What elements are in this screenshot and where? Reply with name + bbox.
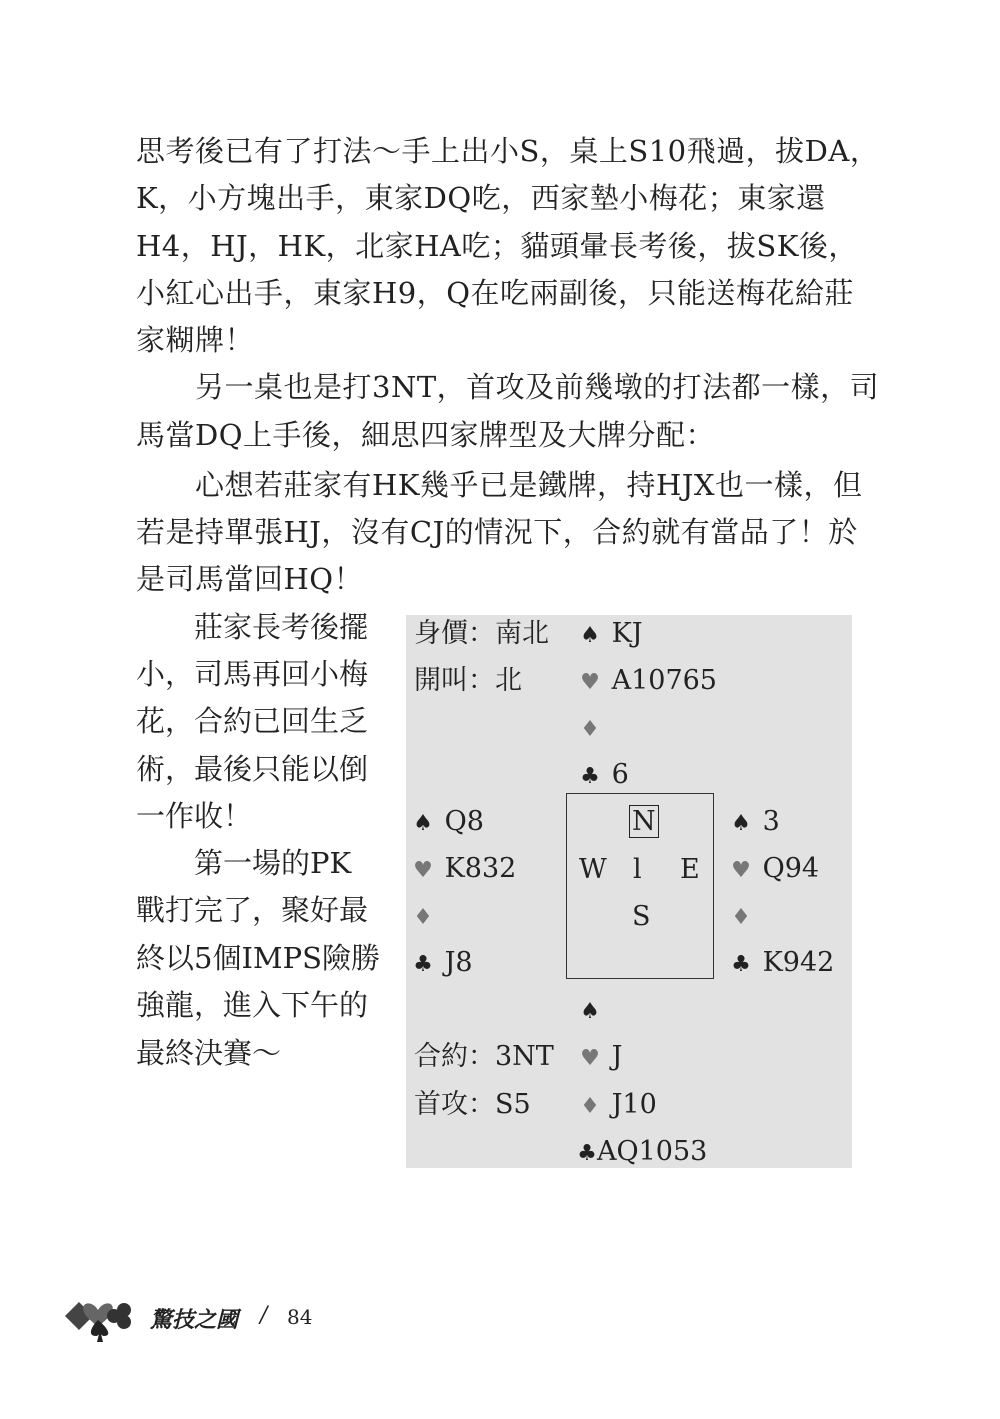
- footer-separator: /: [260, 1303, 268, 1328]
- compass-north: N: [629, 805, 659, 838]
- west-hearts-cards: K832: [444, 853, 517, 884]
- north-hearts: [577, 663, 717, 701]
- text-line: K，小方塊出手，東家DQ吃，西家墊小梅花；東家還: [136, 181, 826, 215]
- side-line: 小，司馬再回小梅: [136, 657, 369, 691]
- diamond-icon: ♦: [580, 717, 600, 742]
- text-line: H4，HJ，HK，北家HA吃；貓頭暈長考後，拔SK後，: [136, 229, 858, 263]
- side-line: 最終決賽～: [136, 1036, 282, 1070]
- east-clubs: [728, 945, 834, 983]
- spade-icon: ♠: [580, 999, 600, 1024]
- book-title: 驚技之國: [150, 1308, 239, 1333]
- south-spades: [577, 992, 603, 1030]
- compass-east: E: [680, 854, 700, 885]
- club-icon: ♣: [731, 952, 751, 977]
- heart-icon: ♥: [580, 670, 600, 695]
- card-suits-logo: [62, 1290, 134, 1342]
- east-clubs-cards: K942: [762, 947, 835, 978]
- side-line: 莊家長考後擺: [136, 610, 369, 644]
- west-clubs-cards: J8: [444, 947, 473, 978]
- east-diamonds: [728, 898, 754, 936]
- text-line: 馬當DQ上手後，細思四家牌型及大牌分配：: [136, 418, 716, 452]
- compass-west: W: [579, 854, 607, 885]
- side-line: 術，最後只能以倒: [136, 752, 369, 786]
- compass-center: l: [633, 854, 642, 885]
- north-spades: [577, 616, 643, 654]
- club-icon: ♣: [580, 764, 600, 789]
- west-hearts: [410, 851, 516, 889]
- compass-south: S: [632, 901, 651, 932]
- heart-icon: ♥: [580, 1046, 600, 1071]
- heart-icon: ♥: [731, 858, 751, 883]
- dealer-label: 開叫：北: [414, 665, 522, 696]
- spade-icon: ♠: [413, 811, 433, 836]
- page-number: 84: [287, 1305, 313, 1329]
- text-line: 心想若莊家有HK幾乎已是鐵牌，持HJX也一樣，但: [136, 468, 863, 502]
- east-spades: [728, 804, 780, 842]
- north-clubs-cards: 6: [611, 759, 629, 790]
- contract-label: 合約：3NT: [414, 1041, 554, 1072]
- side-line: 第一場的PK: [136, 846, 352, 880]
- side-line: 花，合約已回生乏: [136, 704, 369, 738]
- west-diamonds: [410, 898, 436, 936]
- side-line: 終以5個IMPS險勝: [136, 941, 380, 975]
- spade-icon: ♠: [580, 623, 600, 648]
- north-spades-cards: KJ: [611, 618, 643, 649]
- text-line: 是司馬當回HQ！: [136, 562, 364, 596]
- club-icon: ♣: [413, 952, 433, 977]
- east-hearts: [728, 851, 819, 889]
- west-spades-cards: Q8: [444, 806, 484, 837]
- diamond-icon: ♦: [413, 905, 433, 930]
- west-clubs: [410, 945, 473, 983]
- east-spades-cards: 3: [762, 806, 780, 837]
- text-line: 小紅心出手，東家H9，Q在吃兩副後，只能送梅花給莊: [136, 276, 855, 310]
- east-hearts-cards: Q94: [762, 853, 820, 884]
- vulnerability-label: 身價：南北: [414, 618, 549, 649]
- diamond-icon: ♦: [731, 905, 751, 930]
- side-line: 強龍，進入下午的: [136, 988, 369, 1022]
- text-line: 家糊牌！: [136, 323, 255, 357]
- west-spades: [410, 804, 484, 842]
- south-diamonds: [577, 1087, 657, 1125]
- spade-icon: ♠: [731, 811, 751, 836]
- side-line: 戰打完了，聚好最: [136, 893, 369, 927]
- text-line: 若是持單張HJ，沒有CJ的情況下，合約就有當品了！於: [136, 515, 858, 549]
- diamond-icon: ♦: [580, 1094, 600, 1119]
- south-diamonds-cards: J10: [611, 1089, 657, 1120]
- text-line: 思考後已有了打法～手上出小S，桌上S10飛過，拔DA，: [136, 134, 880, 168]
- compass-box: [566, 793, 714, 979]
- text-line: 另一桌也是打3NT，首攻及前幾墩的打法都一樣，司: [136, 370, 880, 404]
- side-line: 一作收！: [136, 799, 253, 833]
- opening-lead-label: 首攻：S5: [414, 1089, 531, 1120]
- south-hearts: [577, 1039, 622, 1077]
- north-clubs: [577, 757, 629, 795]
- club-icon: ♣: [577, 1141, 597, 1166]
- heart-icon: ♥: [413, 858, 433, 883]
- north-diamonds: [577, 710, 603, 748]
- north-hearts-cards: A10765: [611, 665, 717, 696]
- south-clubs: [577, 1134, 707, 1172]
- south-clubs-cards: AQ1053: [597, 1136, 708, 1167]
- south-hearts-cards: J: [611, 1041, 623, 1072]
